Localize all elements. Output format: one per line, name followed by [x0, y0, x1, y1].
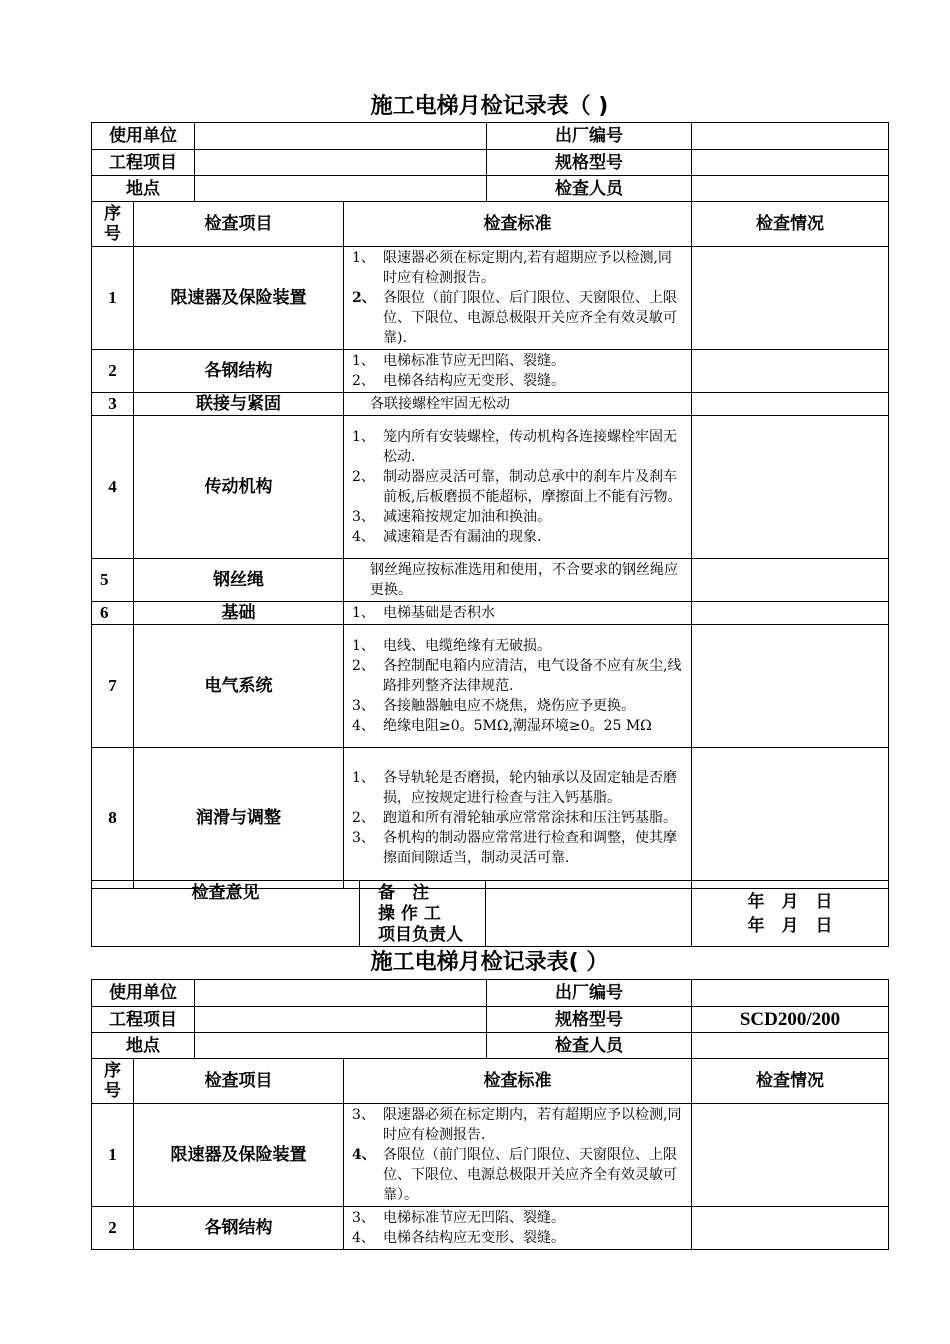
signature-field[interactable]	[486, 881, 692, 947]
row-standard: 1、 限速器必须在标定期内,若有超期应予以检测,同时应有检测报告。 2、 各限位（前门限位、后门限位、天窗限位、上限位、下限位、电源总极限开关应齐全有效灵敏可靠).	[344, 247, 692, 350]
row-status[interactable]	[692, 416, 889, 559]
unit-label: 使用单位	[92, 980, 195, 1007]
opinion-label: 检查意见	[92, 881, 360, 947]
table-row	[92, 559, 889, 602]
form1-inspection-table	[91, 201, 889, 889]
form1-header-table	[91, 122, 889, 202]
row-standard: 1、 各导轨轮是否磨损，轮内轴承以及固定轴是否磨损，应按规定进行检查与注入钙基脂。 2、 跑道和所有滑轮轴承应常常涂抹和压注钙基脂。 3、 各机构的制动器应常常进行检查和调整，使其摩擦面间隙适当，制动灵活可靠.	[344, 748, 692, 889]
table-row	[92, 416, 889, 559]
row-number: 2	[92, 1207, 134, 1250]
row-item: 润滑与调整	[134, 748, 344, 889]
item-header: 检查项目	[134, 202, 344, 247]
table-row	[92, 247, 889, 350]
row-item: 电气系统	[134, 625, 344, 748]
form1-footer-table	[91, 880, 889, 947]
table-row	[92, 1207, 889, 1250]
row-item: 限速器及保险装置	[134, 1104, 344, 1207]
row-status[interactable]	[692, 625, 889, 748]
inspector-value[interactable]	[692, 176, 889, 202]
factory-no-value[interactable]	[692, 123, 889, 150]
project-label: 工程项目	[92, 150, 195, 176]
site-value[interactable]	[195, 1033, 487, 1059]
seq-header: 序 号	[92, 202, 134, 247]
standard-header: 检查标准	[344, 202, 692, 247]
date-2[interactable]: 年 月 日	[747, 915, 833, 936]
row-standard: 1、 笼内所有安装螺栓，传动机构各连接螺栓牢固无松动. 2、 制动器应灵活可靠，制动总承中的刹车片及刹车前板,后板磨损不能超标，摩擦面上不能有污物。 3、 减速箱按规定加油和换油。 4、 减速箱是否有漏油的现象.	[344, 416, 692, 559]
row-standard: 1、 电梯标准节应无凹陷、裂缝。 2、 电梯各结构应无变形、裂缝。	[344, 350, 692, 393]
factory-no-value[interactable]	[692, 980, 889, 1007]
project-value[interactable]	[195, 1007, 487, 1033]
row-number: 1	[92, 1104, 134, 1207]
row-item: 限速器及保险装置	[134, 247, 344, 350]
unit-value[interactable]	[195, 123, 487, 150]
project-label: 工程项目	[92, 1007, 195, 1033]
row-item: 各钢结构	[134, 350, 344, 393]
status-header: 检查情况	[692, 202, 889, 247]
model-value[interactable]: SCD200/200	[692, 1007, 889, 1033]
factory-no-label: 出厂编号	[487, 980, 692, 1007]
row-standard: 1、 电梯基础是否积水	[344, 602, 692, 625]
row-status[interactable]	[692, 393, 889, 416]
seq-header: 序 号	[92, 1059, 134, 1104]
table-row	[92, 602, 889, 625]
signature-labels	[360, 881, 486, 947]
row-item: 各钢结构	[134, 1207, 344, 1250]
row-status[interactable]	[692, 602, 889, 625]
form1-title: 施工电梯月检记录表（ )	[370, 94, 609, 119]
row-item: 钢丝绳	[134, 559, 344, 602]
row-status[interactable]	[692, 559, 889, 602]
table-row	[92, 350, 889, 393]
site-label: 地点	[92, 1033, 195, 1059]
row-number: 6	[92, 602, 134, 625]
inspector-label: 检查人员	[487, 176, 692, 202]
table-row	[92, 1104, 889, 1207]
row-number: 8	[92, 748, 134, 889]
factory-no-label: 出厂编号	[487, 123, 692, 150]
date-fields[interactable]	[692, 881, 889, 947]
model-value[interactable]	[692, 150, 889, 176]
project-value[interactable]	[195, 150, 487, 176]
table-row	[92, 393, 889, 416]
row-status[interactable]	[692, 1207, 889, 1250]
row-number: 3	[92, 393, 134, 416]
row-standard: 3、 电梯标准节应无凹陷、裂缝。 4、 电梯各结构应无变形、裂缝。	[344, 1207, 692, 1250]
row-number: 4	[92, 416, 134, 559]
inspector-label: 检查人员	[487, 1033, 692, 1059]
form2-header-table	[91, 979, 889, 1059]
row-item: 联接与紧固	[134, 393, 344, 416]
row-standard: 1、 电线、电缆绝缘有无破损。 2、 各控制配电箱内应清洁，电气设备不应有灰尘,线路排列整齐法律规范. 3、 各接触器触电应不烧焦，烧伤应予更换。 4、 绝缘电阻≥0。5MΩ,潮湿环境≥0。25 MΩ	[344, 625, 692, 748]
date-1[interactable]: 年 月 日	[747, 891, 833, 912]
table-row	[92, 748, 889, 889]
standard-header: 检查标准	[344, 1059, 692, 1104]
remark-label: 备 注	[378, 883, 429, 903]
unit-label: 使用单位	[92, 123, 195, 150]
row-number: 2	[92, 350, 134, 393]
row-standard: 各联接螺栓牢固无松动	[344, 393, 692, 416]
row-item: 基础	[134, 602, 344, 625]
site-label: 地点	[92, 176, 195, 202]
model-label: 规格型号	[487, 1007, 692, 1033]
row-number: 7	[92, 625, 134, 748]
row-item: 传动机构	[134, 416, 344, 559]
form2-inspection-table	[91, 1058, 889, 1250]
table-row	[92, 625, 889, 748]
operator-label: 操 作 工	[378, 904, 441, 924]
row-status[interactable]	[692, 748, 889, 889]
row-standard: 3、 限速器必须在标定期内，若有超期应予以检测,同时应有检测报告. 4、 各限位（前门限位、后门限位、天窗限位、上限位、下限位、电源总极限开关应齐全有效灵敏可靠）。	[344, 1104, 692, 1207]
unit-value[interactable]	[195, 980, 487, 1007]
status-header: 检查情况	[692, 1059, 889, 1104]
manager-label: 项目负责人	[378, 925, 463, 945]
row-number: 5	[92, 559, 134, 602]
site-value[interactable]	[195, 176, 487, 202]
row-status[interactable]	[692, 247, 889, 350]
form2-title: 施工电梯月检记录表( ）	[370, 950, 609, 975]
row-number: 1	[92, 247, 134, 350]
row-standard: 钢丝绳应按标准选用和使用，不合要求的钢丝绳应更换。	[344, 559, 692, 602]
row-status[interactable]	[692, 350, 889, 393]
item-header: 检查项目	[134, 1059, 344, 1104]
model-label: 规格型号	[487, 150, 692, 176]
row-status[interactable]	[692, 1104, 889, 1207]
inspector-value[interactable]	[692, 1033, 889, 1059]
